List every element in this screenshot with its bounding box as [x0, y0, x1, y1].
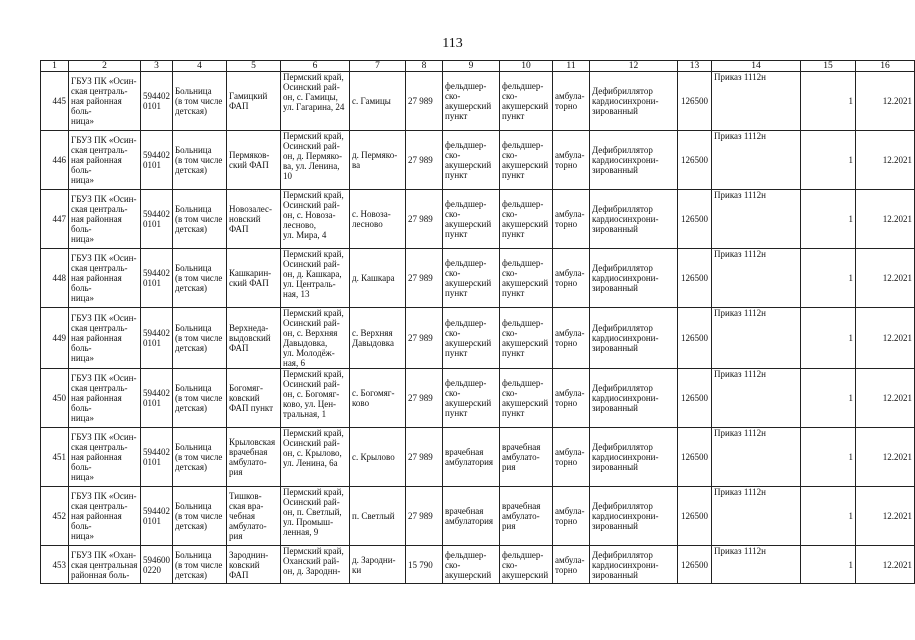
- address-cell: Пермский край, Оханский рай- он, д. Зароднн-: [281, 546, 350, 584]
- locality-cell: с. Верхняя Давыдовка: [350, 308, 406, 369]
- facility-type-cell: Больница (в том числе детская): [173, 428, 227, 487]
- row-number: 446: [41, 131, 69, 190]
- population-cell: 27 989: [406, 72, 443, 131]
- table-row: [41, 72, 915, 131]
- organization-cell: ГБУЗ ПК «Осин- ская централь- ная районная боль- ница»: [69, 428, 141, 487]
- unit-name-cell: Пермяков- ский ФАП: [227, 131, 281, 190]
- column-header: 5: [227, 61, 281, 72]
- address-cell: Пермский край, Осинский рай- он, с. Гамицы, ул. Гагарина, 24: [281, 72, 350, 131]
- unit-kind-alt-cell: фельдшер- ско- акушерский пункт: [500, 190, 553, 249]
- unit-kind-alt-cell: фельдшер- ско- акушерский пункт: [500, 308, 553, 369]
- price-cell: 126500: [678, 369, 712, 428]
- quantity-cell: 1: [801, 487, 856, 546]
- locality-cell: д. Кашкара: [350, 249, 406, 308]
- population-cell: 27 989: [406, 308, 443, 369]
- population-cell: 27 989: [406, 249, 443, 308]
- table-row: [41, 369, 915, 428]
- equipment-cell: Дефибриллятор кардиосинхрони- зированный: [590, 131, 678, 190]
- unit-kind-alt-cell: фельдшер- ско- акушерский пункт: [500, 369, 553, 428]
- equipment-cell: Дефибриллятор кардиосинхрони- зированный: [590, 72, 678, 131]
- column-header: 14: [712, 61, 801, 72]
- address-cell: Пермский край, Осинский рай- он, с. Верхняя Давыдовка, ул. Молодёж- ная, 6: [281, 308, 350, 369]
- order-cell: Приказ 1112н: [712, 369, 801, 428]
- row-number: 453: [41, 546, 69, 584]
- equipment-cell: Дефибриллятор кардиосинхрони- зированный: [590, 249, 678, 308]
- organization-cell: ГБУЗ ПК «Осин- ская централь- ная районная боль- ница»: [69, 369, 141, 428]
- unit-name-cell: Гамицкий ФАП: [227, 72, 281, 131]
- address-cell: Пермский край, Осинский рай- он, с. Богомяг- ково, ул. Цен- тральная, 1: [281, 369, 350, 428]
- care-form-cell: амбула- торно: [553, 308, 590, 369]
- quantity-cell: 1: [801, 131, 856, 190]
- order-cell: Приказ 1112н: [712, 249, 801, 308]
- care-form-cell: амбула- торно: [553, 428, 590, 487]
- date-cell: 12.2021: [856, 428, 915, 487]
- org-code-cell: 594402 0101: [141, 249, 173, 308]
- facility-type-cell: Больница (в том числе детская): [173, 131, 227, 190]
- date-cell: 12.2021: [856, 249, 915, 308]
- page-number: 113: [442, 36, 463, 51]
- table-row: [41, 308, 915, 369]
- facility-type-cell: Больница (в том числе детская): [173, 190, 227, 249]
- population-cell: 15 790: [406, 546, 443, 584]
- address-cell: Пермский край, Осинский рай- он, д. Пермяко- ва, ул. Ленина, 10: [281, 131, 350, 190]
- organization-cell: ГБУЗ ПК «Осин- ская централь- ная районная боль- ница»: [69, 249, 141, 308]
- row-number: 449: [41, 308, 69, 369]
- unit-kind-cell: фельдшер- ско- акушерский пункт: [443, 72, 500, 131]
- column-header: 7: [350, 61, 406, 72]
- column-header: 8: [406, 61, 443, 72]
- date-cell: 12.2021: [856, 131, 915, 190]
- address-cell: Пермский край, Осинский рай- он, п. Светлый, ул. Промыш- ленная, 9: [281, 487, 350, 546]
- care-form-cell: амбула- торно: [553, 369, 590, 428]
- quantity-cell: 1: [801, 428, 856, 487]
- unit-kind-cell: фельдшер- ско- акушерский пункт: [443, 369, 500, 428]
- org-code-cell: 594600 0220: [141, 546, 173, 584]
- column-header: 9: [443, 61, 500, 72]
- organization-cell: ГБУЗ ПК «Осин- ская централь- ная районная боль- ница»: [69, 72, 141, 131]
- equipment-cell: Дефибриллятор кардиосинхрони- зированный: [590, 487, 678, 546]
- unit-kind-cell: врачебная амбулатория: [443, 487, 500, 546]
- column-header: 10: [500, 61, 553, 72]
- care-form-cell: амбула- торно: [553, 131, 590, 190]
- row-number: 451: [41, 428, 69, 487]
- table-row: [41, 249, 915, 308]
- row-number: 448: [41, 249, 69, 308]
- organization-cell: ГБУЗ ПК «Осин- ская централь- ная районная боль- ница»: [69, 131, 141, 190]
- date-cell: 12.2021: [856, 546, 915, 584]
- locality-cell: д. Зародни- ки: [350, 546, 406, 584]
- unit-kind-cell: фельдшер- ско- акушерский пункт: [443, 308, 500, 369]
- population-cell: 27 989: [406, 190, 443, 249]
- care-form-cell: амбула- торно: [553, 546, 590, 584]
- table-row: [41, 131, 915, 190]
- quantity-cell: 1: [801, 369, 856, 428]
- locality-cell: п. Светлый: [350, 487, 406, 546]
- unit-name-cell: Новозалес- новский ФАП: [227, 190, 281, 249]
- equipment-cell: Дефибриллятор кардиосинхрони- зированный: [590, 369, 678, 428]
- locality-cell: с. Крылово: [350, 428, 406, 487]
- date-cell: 12.2021: [856, 72, 915, 131]
- org-code-cell: 594402 0101: [141, 131, 173, 190]
- unit-kind-alt-cell: врачебная амбулато- рия: [500, 428, 553, 487]
- unit-kind-cell: фельдшер- ско- акушерский пункт: [443, 190, 500, 249]
- population-cell: 27 989: [406, 369, 443, 428]
- order-cell: Приказ 1112н: [712, 546, 801, 584]
- column-header: 6: [281, 61, 350, 72]
- facility-type-cell: Больница (в том числе детская): [173, 487, 227, 546]
- unit-name-cell: Тишков- ская вра- чебная амбулато- рия: [227, 487, 281, 546]
- org-code-cell: 594402 0101: [141, 308, 173, 369]
- order-cell: Приказ 1112н: [712, 131, 801, 190]
- header-row: [41, 61, 915, 72]
- price-cell: 126500: [678, 487, 712, 546]
- facility-type-cell: Больница (в том числе детская): [173, 308, 227, 369]
- unit-kind-cell: врачебная амбулатория: [443, 428, 500, 487]
- table-row: [41, 487, 915, 546]
- quantity-cell: 1: [801, 308, 856, 369]
- price-cell: 126500: [678, 308, 712, 369]
- row-number: 445: [41, 72, 69, 131]
- quantity-cell: 1: [801, 190, 856, 249]
- unit-kind-alt-cell: фельдшер- ско- акушерский пункт: [500, 72, 553, 131]
- order-cell: Приказ 1112н: [712, 487, 801, 546]
- row-number: 452: [41, 487, 69, 546]
- locality-cell: с. Богомяг- ково: [350, 369, 406, 428]
- unit-kind-cell: фельдшер- ско- акушерский пункт: [443, 131, 500, 190]
- price-cell: 126500: [678, 190, 712, 249]
- facility-type-cell: Больница (в том числе детская): [173, 249, 227, 308]
- column-header: 3: [141, 61, 173, 72]
- organization-cell: ГБУЗ ПК «Осин- ская централь- ная районная боль- ница»: [69, 190, 141, 249]
- unit-name-cell: Верхнеда- выдовский ФАП: [227, 308, 281, 369]
- unit-kind-alt-cell: фельдшер- ско- акушерский: [500, 546, 553, 584]
- unit-name-cell: Зароднин- ковский ФАП: [227, 546, 281, 584]
- order-cell: Приказ 1112н: [712, 428, 801, 487]
- org-code-cell: 594402 0101: [141, 72, 173, 131]
- date-cell: 12.2021: [856, 487, 915, 546]
- quantity-cell: 1: [801, 546, 856, 584]
- price-cell: 126500: [678, 546, 712, 584]
- order-cell: Приказ 1112н: [712, 190, 801, 249]
- organization-cell: ГБУЗ ПК «Осин- ская централь- ная районная боль- ница»: [69, 487, 141, 546]
- unit-kind-cell: фельдшер- ско- акушерский: [443, 546, 500, 584]
- price-cell: 126500: [678, 72, 712, 131]
- population-cell: 27 989: [406, 487, 443, 546]
- unit-name-cell: Богомяг- ковский ФАП пункт: [227, 369, 281, 428]
- org-code-cell: 594402 0101: [141, 428, 173, 487]
- care-form-cell: амбула- торно: [553, 190, 590, 249]
- facility-type-cell: Больница (в том числе детская): [173, 72, 227, 131]
- column-header: 1: [41, 61, 69, 72]
- address-cell: Пермский край, Осинский рай- он, с. Крылово, ул. Ленина, 6а: [281, 428, 350, 487]
- row-number: 447: [41, 190, 69, 249]
- facility-type-cell: Больница (в том числе детская): [173, 546, 227, 584]
- price-cell: 126500: [678, 428, 712, 487]
- locality-cell: с. Новоза- лесново: [350, 190, 406, 249]
- address-cell: Пермский край, Осинский рай- он, д. Кашкара, ул. Централь- ная, 13: [281, 249, 350, 308]
- row-number: 450: [41, 369, 69, 428]
- price-cell: 126500: [678, 249, 712, 308]
- quantity-cell: 1: [801, 72, 856, 131]
- locality-cell: с. Гамицы: [350, 72, 406, 131]
- column-header: 11: [553, 61, 590, 72]
- column-header: 2: [69, 61, 141, 72]
- locality-cell: д. Пермяко- ва: [350, 131, 406, 190]
- facility-type-cell: Больница (в том числе детская): [173, 369, 227, 428]
- table-row: [41, 546, 915, 584]
- equipment-cell: Дефибриллятор кардиосинхрони- зированный: [590, 190, 678, 249]
- column-header: 13: [678, 61, 712, 72]
- table-row: [41, 190, 915, 249]
- unit-kind-alt-cell: фельдшер- ско- акушерский пункт: [500, 131, 553, 190]
- care-form-cell: амбула- торно: [553, 249, 590, 308]
- date-cell: 12.2021: [856, 369, 915, 428]
- address-cell: Пермский край, Осинский рай- он, с. Новоза- лесново, ул. Мира, 4: [281, 190, 350, 249]
- equipment-table: [40, 60, 915, 584]
- order-cell: Приказ 1112н: [712, 72, 801, 131]
- unit-name-cell: Кашкарин- ский ФАП: [227, 249, 281, 308]
- org-code-cell: 594402 0101: [141, 487, 173, 546]
- column-header: 4: [173, 61, 227, 72]
- price-cell: 126500: [678, 131, 712, 190]
- equipment-cell: Дефибриллятор кардиосинхрони- зированный: [590, 428, 678, 487]
- unit-kind-cell: фельдшер- ско- акушерский пункт: [443, 249, 500, 308]
- column-header: 15: [801, 61, 856, 72]
- equipment-cell: Дефибриллятор кардиосинхрони- зированный: [590, 546, 678, 584]
- organization-cell: ГБУЗ ПК «Осин- ская централь- ная районная боль- ница»: [69, 308, 141, 369]
- org-code-cell: 594402 0101: [141, 190, 173, 249]
- org-code-cell: 594402 0101: [141, 369, 173, 428]
- table-row: [41, 428, 915, 487]
- care-form-cell: амбула- торно: [553, 487, 590, 546]
- unit-kind-alt-cell: фельдшер- ско- акушерский пункт: [500, 249, 553, 308]
- quantity-cell: 1: [801, 249, 856, 308]
- population-cell: 27 989: [406, 428, 443, 487]
- organization-cell: ГБУЗ ПК «Охан- ская центральная районная боль-: [69, 546, 141, 584]
- date-cell: 12.2021: [856, 190, 915, 249]
- column-header: 12: [590, 61, 678, 72]
- unit-name-cell: Крыловская врачебная амбулато- рия: [227, 428, 281, 487]
- population-cell: 27 989: [406, 131, 443, 190]
- date-cell: 12.2021: [856, 308, 915, 369]
- unit-kind-alt-cell: врачебная амбулато- рия: [500, 487, 553, 546]
- column-header: 16: [856, 61, 915, 72]
- equipment-cell: Дефибриллятор кардиосинхрони- зированный: [590, 308, 678, 369]
- order-cell: Приказ 1112н: [712, 308, 801, 369]
- care-form-cell: амбула- торно: [553, 72, 590, 131]
